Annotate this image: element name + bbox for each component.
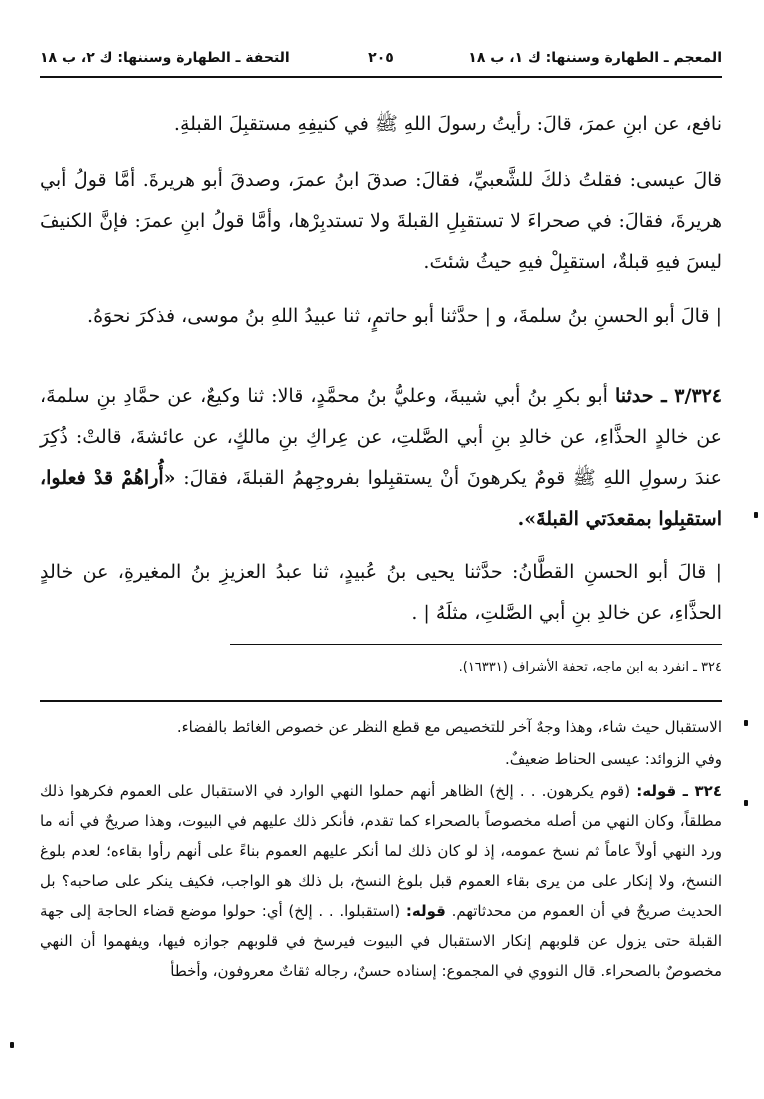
commentary-body-1: (قوم يكرهون. . . إلخ) الظاهر أنهم حملوا النهي الوارد في الاستقبال على العموم فكرهوا ذلك مطلقاً، وكان النهي من أصله مخصوصاً بالصحراء كما تقدم، فأنكر ذلك عليهم في البيوت، وهذا صريحٌ في أنه ما ورد النهي أولاً عاماً ثم نسخ عمومه، إذ لو كان ذلك لما أنكر عليهم العموم بناءً على أنهم رأوا بقاءه؛ لعدم بلوغ النسخ، ولا إنكار على من يرى بقاء العموم قبل بلوغ النسخ، بل ذلك هو الواجب، فكيف ينكر على صاحبه؟ بل الحديث صريحٌ في أن العموم من محدثاتهم.: [40, 782, 722, 920]
header-left: التحفة ـ الطهارة وسننها: ك ٢، ب ١٨: [40, 50, 290, 66]
hadith-text-3: | قالَ أبو الحسنِ بنُ سلمةَ، و | حدَّثنا أبو حاتمٍ، ثنا عبيدُ اللهِ بنُ موسى، فذكرَ نحوَهُ.: [87, 305, 722, 327]
hadith-text-1: نافع، عن ابنِ عمرَ، قالَ: رأيتُ رسولَ اللهِ ﷺ في كنيفِهِ مستقبِلَ القبلةِ.: [173, 113, 722, 135]
margin-mark-4: [10, 1042, 14, 1048]
commentary-line-2: وفي الزوائد: عيسى الحناط ضعيفٌ.: [504, 750, 722, 768]
margin-mark-1: [744, 720, 748, 726]
commentary-line-1: الاستقبال حيث شاء، وهذا وجهٌ آخر للتخصيص مع قطع النظر عن خصوص الغائط بالفضاء.: [176, 718, 722, 736]
footnote: ٣٢٤ ـ انفرد به ابن ماجه، تحفة الأشراف (١٦٣٣١).: [458, 660, 722, 675]
commentary-lead-2: قوله:: [405, 902, 446, 920]
hadith-number: ٣/٣٢٤ ـ حدثنا: [614, 385, 722, 407]
commentary-lead: ٣٢٤ ـ قوله:: [636, 782, 722, 800]
header-right: المعجم ـ الطهارة وسننها: ك ١، ب ١٨: [468, 50, 722, 66]
hadith-text-5: | قالَ أبو الحسنِ القطَّانُ: حدَّثنا يحيى بنُ عُبيدٍ، ثنا عبدُ العزيزِ بنُ المغيرةِ، عن خالدٍ الحذَّاءِ، عن خالدِ بنِ أبي الصَّلتِ، مثلَهُ | .: [40, 561, 722, 624]
commentary-rule: [40, 700, 722, 702]
margin-mark-2: [754, 512, 758, 518]
header-rule: [40, 76, 722, 78]
page-number: ٢٠٥: [368, 50, 394, 66]
hadith-324: [40, 376, 722, 540]
commentary-324: [40, 776, 722, 986]
commentary-body-2: (استقبلوا. . . إلخ) أي: حولوا موضع قضاء الحاجة إلى جهة القبلة حتى يزول عن قلوبهم إنكار الاستقبال في البيوت فيرسخ في قلوبهم جوازه فيها، ويفهموا أن النهي مخصوصٌ بالصحراء. قال النووي في المجموع: إسناده حسنٌ، رجاله ثقاتٌ معروفون، وأخطأ: [40, 902, 722, 980]
running-header: [40, 44, 722, 70]
footnote-rule: [230, 644, 722, 645]
hadith-text-2: قالَ عيسى: فقلتُ ذلكَ للشَّعبيِّ، فقالَ: صدقَ ابنُ عمرَ، وصدقَ أبو هريرةَ. أمَّا قولُ أبي هريرةَ، فقالَ: في صحراءَ لا تستقبِلِ القبلةَ ولا تستدبِرْها، وأمَّا قولُ ابنِ عمرَ: فإنَّ الكنيفَ ليسَ فيهِ قبلةٌ، استقبِلْ فيهِ حيثُ شئتَ.: [40, 169, 722, 273]
hadith-324-body: أبو بكرِ بنُ أبي شيبةَ، وعليُّ بنُ محمَّدٍ، قالا: ثنا وكيعٌ، عن حمَّادِ بنِ سلمةَ، عن خالدٍ الحذَّاءِ، عن خالدِ بنِ أبي الصَّلتِ، عن عِراكِ بنِ مالكٍ، عن عائشةَ، قالتْ: ذُكِرَ عندَ رسولِ اللهِ ﷺ قومٌ يكرهونَ أنْ يستقبِلوا بفروجِهمُ القبلةَ، فقالَ:: [40, 385, 722, 489]
margin-mark-3: [744, 800, 748, 806]
hadith-324-quote: «أُراهُمْ قدْ فعلوا، استقبِلوا بمقعدَتي القبلةَ».: [40, 467, 722, 530]
